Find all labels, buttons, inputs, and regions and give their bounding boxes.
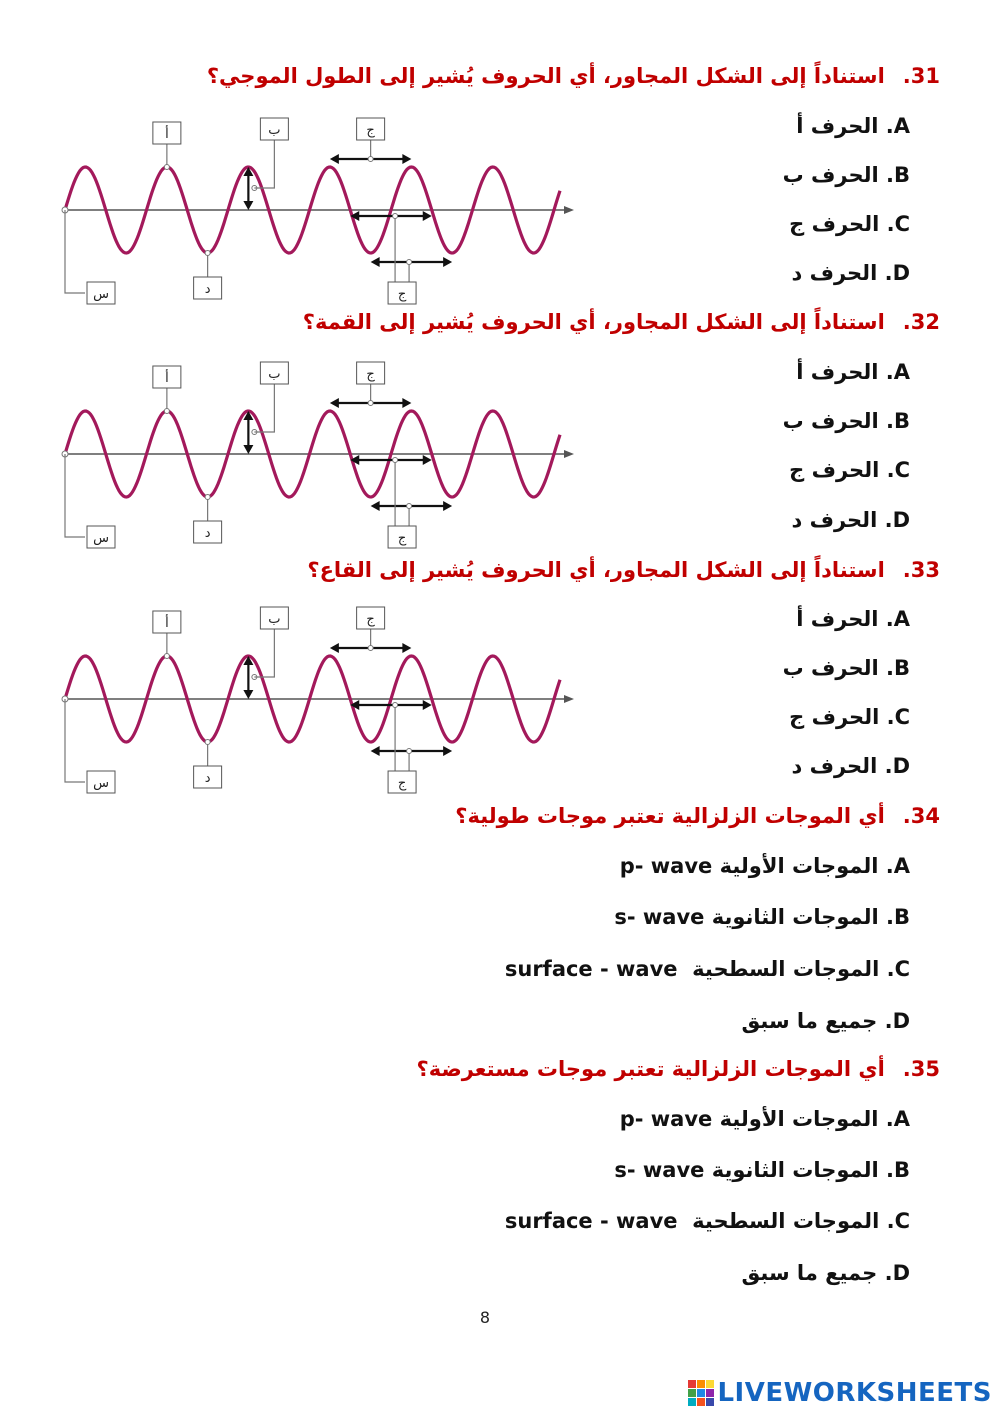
label-jeem-bottom-dot [407, 504, 412, 509]
wave-diagram-33 [50, 597, 580, 797]
wavelength-arrow-top-head-right [402, 643, 411, 653]
label-ba: ب [268, 612, 281, 627]
option-34-a[interactable]: A. الموجات الأولية p- wave [619, 854, 910, 878]
label-seen: س [93, 287, 109, 302]
label-jeem-bottom-dot [407, 260, 412, 265]
label-jeem-bottom: ج [397, 287, 407, 302]
label-seen: س [93, 776, 109, 791]
wavelength-arrow-bottom-head-right [443, 746, 452, 756]
option-34-b[interactable]: B. الموجات الثانوية s- wave [614, 905, 910, 929]
option-35-b[interactable]: B. الموجات الثانوية s- wave [614, 1158, 910, 1182]
label-alef: أ [165, 371, 169, 386]
label-alef-dot [164, 165, 169, 170]
label-jeem-top: ج [366, 367, 375, 382]
brand-name: LIVEWORKSHEETS [717, 1378, 992, 1408]
amplitude-arrow-head-bottom [243, 445, 253, 454]
option-32-b[interactable]: B. الحرف ب [782, 409, 910, 433]
amplitude-arrow-head-bottom [243, 690, 253, 699]
label-jeem-bottom: ج [397, 531, 407, 546]
wave-diagram-32 [50, 352, 580, 552]
label-dal-dot [205, 495, 210, 500]
label-dal-dot [205, 740, 210, 745]
liveworksheets-logo-icon [688, 1380, 714, 1406]
option-31-c[interactable]: C. الحرف ج [789, 212, 910, 236]
option-31-b[interactable]: B. الحرف ب [782, 163, 910, 187]
label-jeem-mid-dot [393, 458, 398, 463]
question-34-title: 34.أي الموجات الزلزالية تعتبر موجات طولية؟ [455, 804, 940, 828]
label-jeem-mid-dot [393, 214, 398, 219]
wavelength-arrow-top-head-right [402, 398, 411, 408]
wavelength-arrow-mid-head-right [423, 700, 432, 710]
label-seen: س [93, 531, 109, 546]
wavelength-arrow-top-head-right [402, 154, 411, 164]
wavelength-arrow-bottom-head-left [371, 746, 380, 756]
option-32-a[interactable]: A. الحرف أ [796, 360, 910, 384]
label-ba: ب [268, 123, 281, 138]
label-jeem-top-dot [368, 401, 373, 406]
option-33-d[interactable]: D. الحرف د [791, 754, 910, 778]
page-number: 8 [479, 1308, 491, 1327]
axis-arrowhead [564, 450, 574, 458]
label-seen-leader [65, 454, 85, 537]
option-35-c[interactable]: C. الموجات السطحية surface - wave [504, 1209, 910, 1233]
label-alef: أ [165, 616, 169, 631]
axis-arrowhead [564, 695, 574, 703]
label-jeem-top-dot [368, 646, 373, 651]
option-33-a[interactable]: A. الحرف أ [796, 607, 910, 631]
wavelength-arrow-mid-head-right [423, 455, 432, 465]
question-35-title: 35.أي الموجات الزلزالية تعتبر موجات مستعرضة؟ [416, 1057, 940, 1081]
amplitude-arrow-head-bottom [243, 201, 253, 210]
label-jeem-bottom: ج [397, 776, 407, 791]
option-34-c[interactable]: C. الموجات السطحية surface - wave [504, 957, 910, 981]
option-33-b[interactable]: B. الحرف ب [782, 656, 910, 680]
option-35-d[interactable]: D. جميع ما سبق [741, 1261, 910, 1285]
question-31-title: 31.استناداً إلى الشكل المجاور، أي الحروف يُشير إلى الطول الموجي؟ [206, 64, 940, 88]
label-jeem-top-dot [368, 157, 373, 162]
label-dal: د [204, 282, 211, 297]
label-alef-dot [164, 409, 169, 414]
label-jeem-bottom-dot [407, 749, 412, 754]
option-35-a[interactable]: A. الموجات الأولية p- wave [619, 1107, 910, 1131]
wavelength-arrow-top-head-left [330, 154, 339, 164]
wavelength-arrow-bottom-head-right [443, 257, 452, 267]
label-dal: د [204, 771, 211, 786]
option-31-a[interactable]: A. الحرف أ [796, 114, 910, 138]
liveworksheets-logo [688, 1378, 992, 1408]
option-33-c[interactable]: C. الحرف ج [789, 705, 910, 729]
question-33-title: 33.استناداً إلى الشكل المجاور، أي الحروف يُشير إلى القاع؟ [307, 558, 940, 582]
label-alef-dot [164, 654, 169, 659]
wavelength-arrow-bottom-head-right [443, 501, 452, 511]
axis-arrowhead [564, 206, 574, 214]
label-dal-dot [205, 251, 210, 256]
label-seen-leader [65, 210, 85, 293]
wave-diagram-31 [50, 108, 580, 308]
wavelength-arrow-bottom-head-left [371, 501, 380, 511]
option-34-d[interactable]: D. جميع ما سبق [741, 1009, 910, 1033]
label-alef: أ [165, 127, 169, 142]
question-32-title: 32.استناداً إلى الشكل المجاور، أي الحروف يُشير إلى القمة؟ [302, 310, 940, 334]
label-jeem-mid-dot [393, 703, 398, 708]
wavelength-arrow-top-head-left [330, 398, 339, 408]
option-32-c[interactable]: C. الحرف ج [789, 458, 910, 482]
wavelength-arrow-mid-head-right [423, 211, 432, 221]
label-jeem-top: ج [366, 123, 375, 138]
label-ba: ب [268, 367, 281, 382]
option-32-d[interactable]: D. الحرف د [791, 508, 910, 532]
label-seen-leader [65, 699, 85, 782]
option-31-d[interactable]: D. الحرف د [791, 261, 910, 285]
label-jeem-top: ج [366, 612, 375, 627]
wavelength-arrow-bottom-head-left [371, 257, 380, 267]
label-dal: د [204, 526, 211, 541]
wavelength-arrow-top-head-left [330, 643, 339, 653]
